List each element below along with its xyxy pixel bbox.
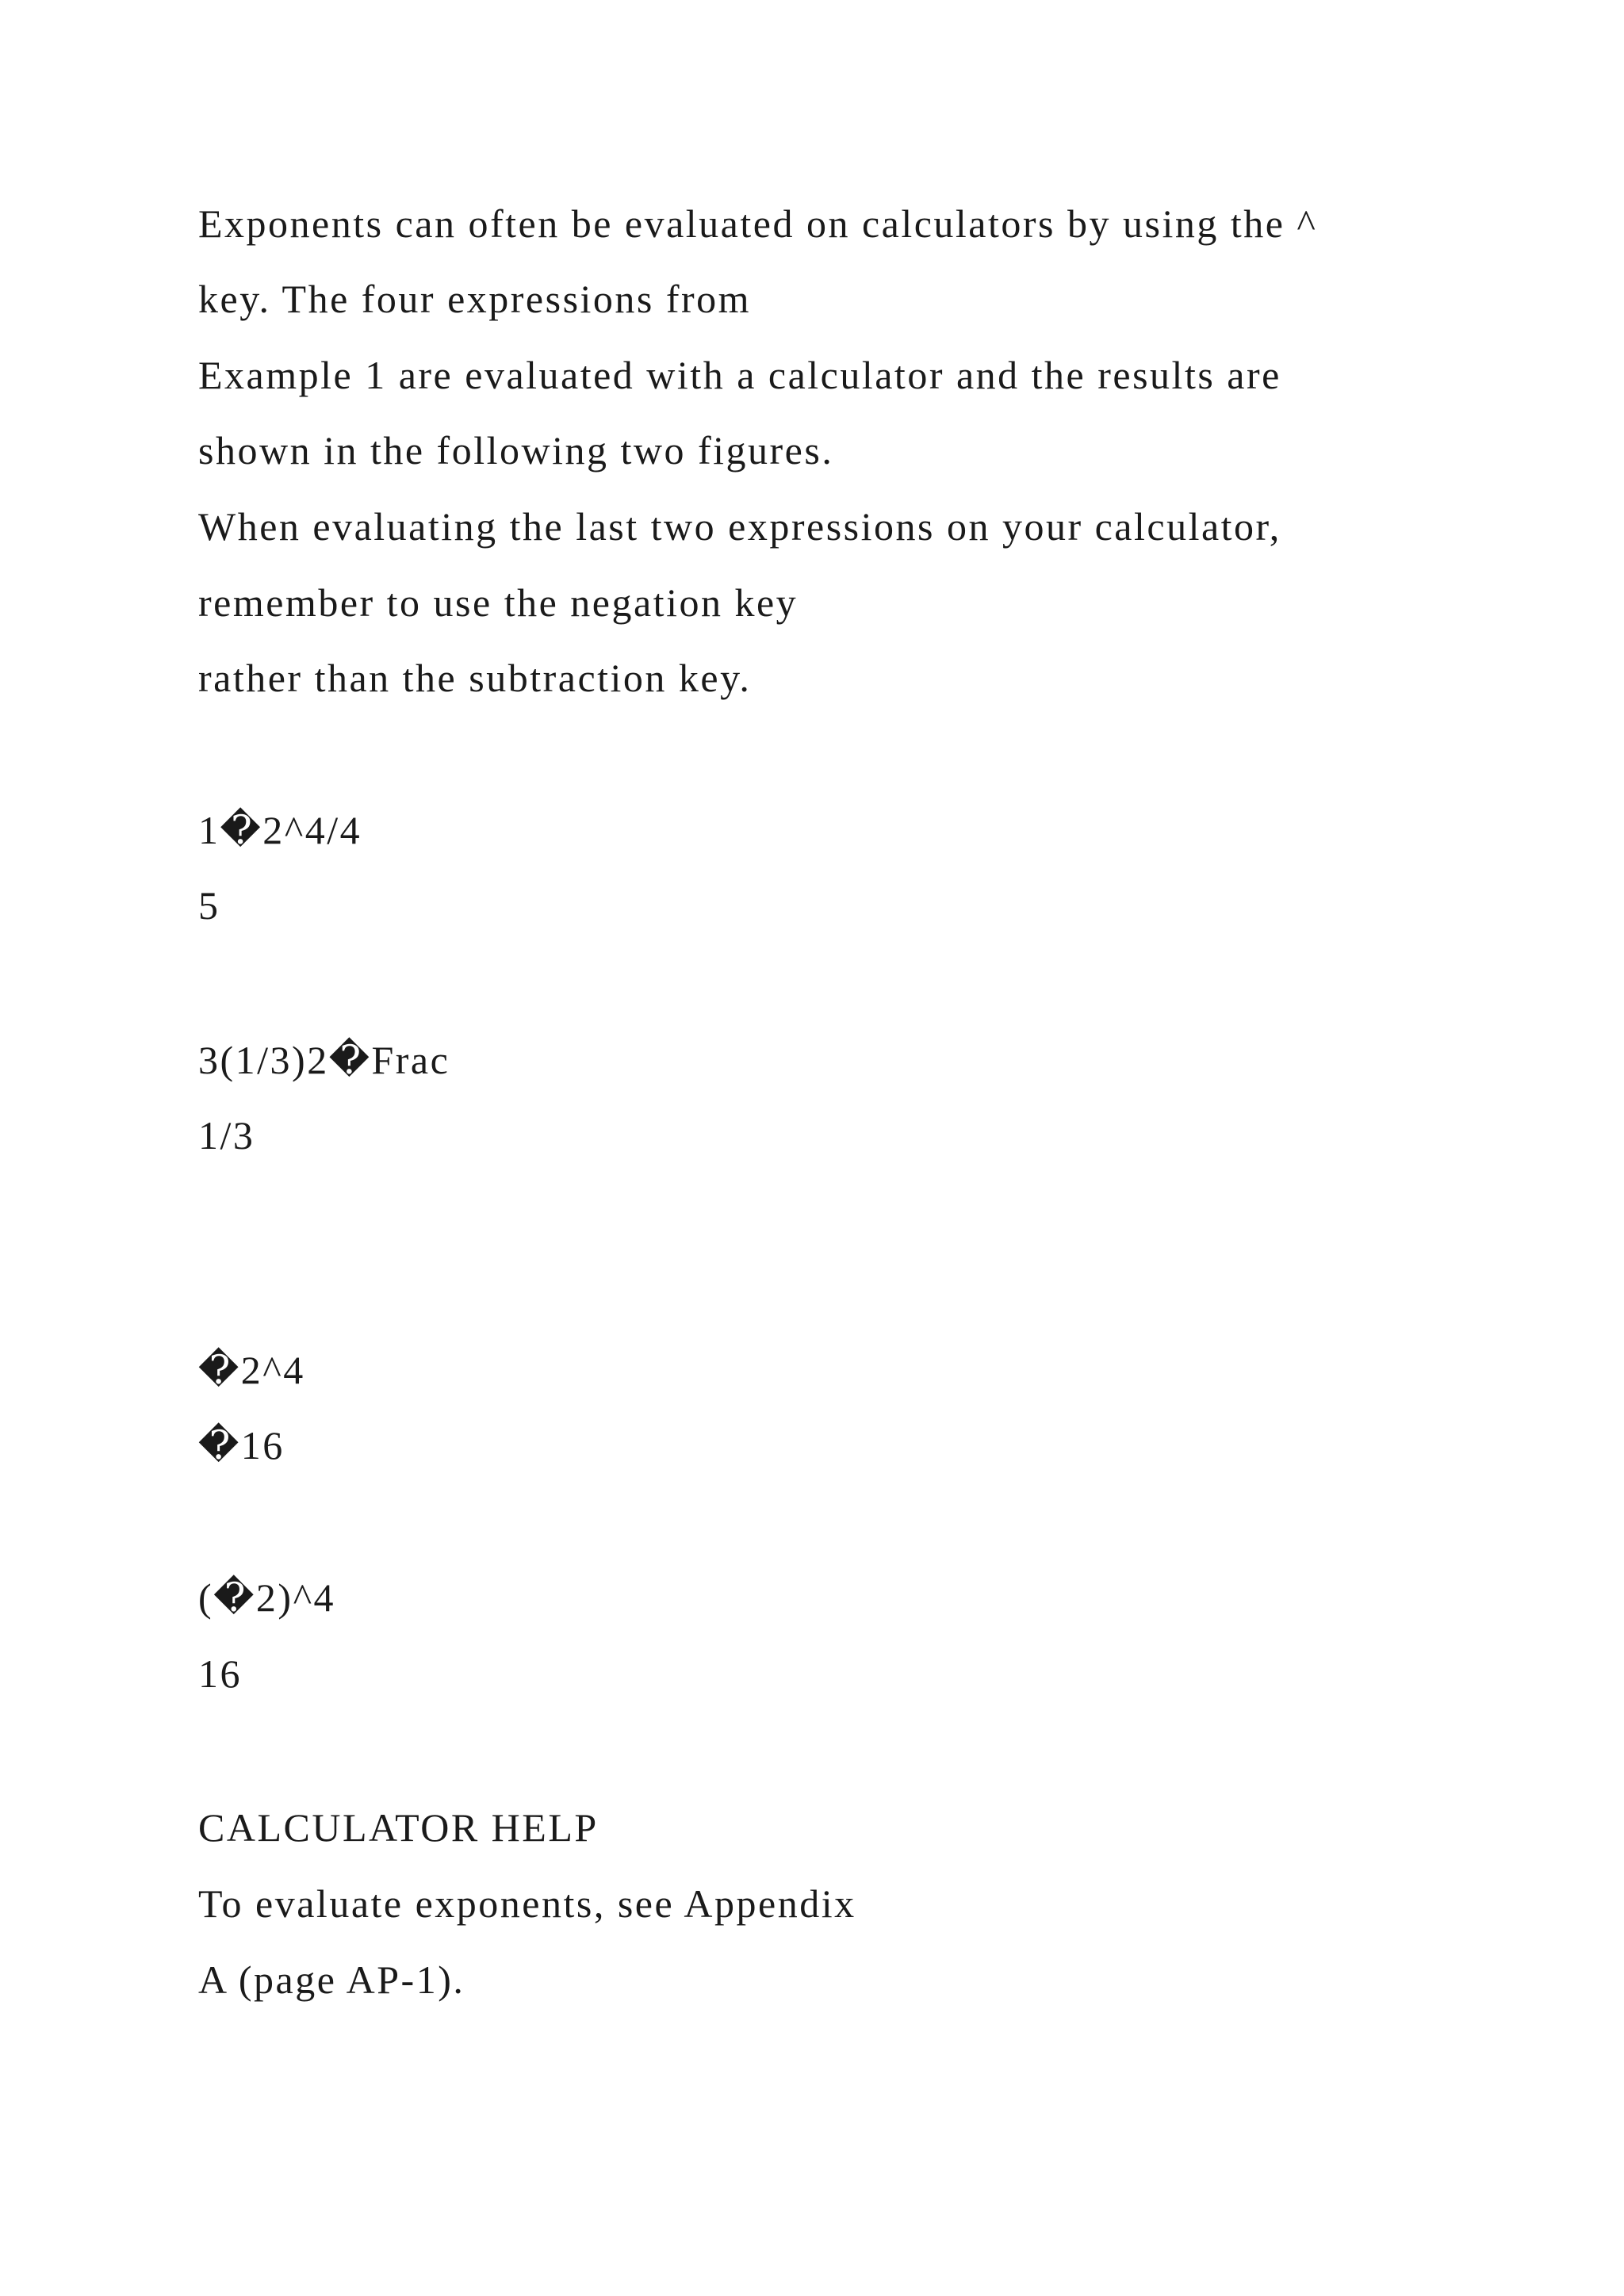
paragraph-line: rather than the subtraction key. [198, 656, 752, 700]
calculator-help-text: To evaluate exponents, see Appendix [198, 1881, 856, 1926]
calculator-result: �16 [198, 1423, 285, 1468]
paragraph-line: When evaluating the last two expressions on your calculator, [198, 504, 1281, 549]
calculator-expression: (�2)^4 [198, 1575, 336, 1620]
calculator-result: 1/3 [198, 1113, 255, 1158]
calculator-result: 16 [198, 1651, 242, 1696]
calculator-expression: 3(1/3)2�Frac [198, 1038, 450, 1082]
paragraph-line: Example 1 are evaluated with a calculator and the results are [198, 353, 1281, 397]
calculator-help-text: A (page AP-1). [198, 1957, 465, 2002]
paragraph-line: shown in the following two figures. [198, 428, 834, 473]
calculator-help-heading: CALCULATOR HELP [198, 1805, 599, 1850]
calculator-expression: 1�2^4/4 [198, 808, 362, 852]
calculator-result: 5 [198, 883, 220, 928]
paragraph-line: remember to use the negation key [198, 580, 799, 625]
paragraph-line: key. The four expressions from [198, 277, 752, 321]
paragraph-line: Exponents can often be evaluated on calculators by using the ^ [198, 201, 1318, 246]
calculator-expression: �2^4 [198, 1348, 305, 1392]
